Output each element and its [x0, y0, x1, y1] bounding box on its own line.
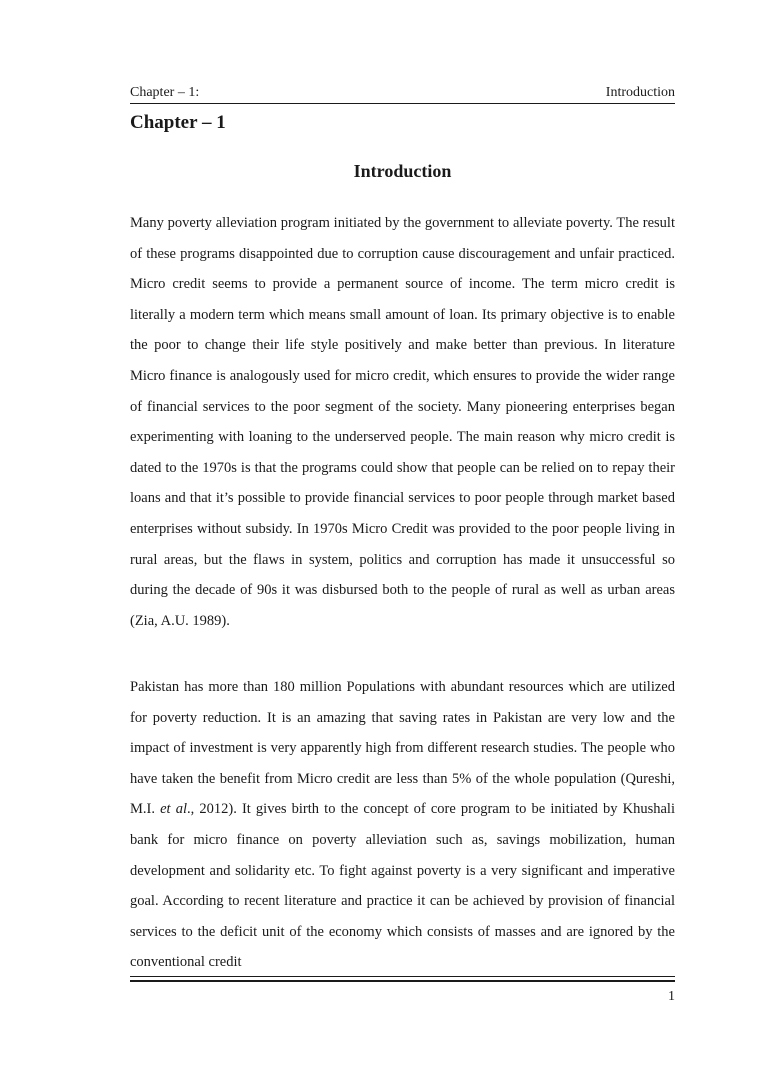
- running-header: [130, 84, 675, 102]
- footer-rule-thick: [130, 980, 675, 982]
- paragraph-1-text: Many poverty alleviation program initiated by the government to alleviate poverty. The result of these programs disappointed due to corruption cause discouragement and unfair practiced. Micro credit seems to provide a permanent source of income. The term micro credit is literally a modern term which means small amount of loan. Its primary objective is to enable the poor to change their life style positively and make better than previous. In literature Micro finance is analogously used for micro credit, which ensures to provide the wider range of financial services to the poor segment of the society. Many pioneering enterprises began experimenting with loaning to the underserved people. The main reason why micro credit is dated to the 1970s is that the programs could show that people can be relied on to repay their loans and that it’s possible to provide financial services to poor people through market based enterprises without subsidy. In 1970s Micro Credit was provided to the poor people living in rural areas, but the flaws in system, politics and corruption has made it unsuccessful so during the decade of 90s it was disbursed both to the people of rural as well as urban areas (Zia, A.U. 1989).: [130, 215, 675, 629]
- page-number: 1: [668, 989, 675, 1004]
- running-header-title: Introduction: [605, 85, 675, 100]
- paragraph-2-text: [130, 672, 675, 978]
- citation-et-al: et al: [160, 801, 187, 818]
- header-rule: [130, 103, 675, 104]
- section-title: Introduction: [353, 161, 452, 181]
- chapter-heading: Chapter – 1: [130, 112, 226, 133]
- paragraph-2-text-start: Pakistan has more than 180 million Populations with abundant resources which are utilized for poverty reduction. It is an amazing that saving rates in Pakistan are very low and the impact of investment is very apparently high from different research studies. The people who have taken the benefit from Micro credit are less than 5% of the whole population (Qureshi, M.I.: [130, 679, 675, 818]
- footer-rule-thin: [130, 976, 675, 977]
- paragraph-2-text-end: ., 2012). It gives birth to the concept of core program to be initiated by Khushali bank for micro finance on poverty alleviation such as, savings mobilization, human development and solidarity etc. To fight against poverty is a very significant and imperative goal. According to recent literature and practice it can be achieved by provision of financial services to the deficit unit of the economy which consists of masses and are ignored by the conventional credit: [130, 801, 675, 971]
- paragraph-2: [130, 672, 675, 978]
- running-header-chapter: Chapter – 1:: [130, 85, 200, 100]
- paragraph-1: [130, 208, 675, 636]
